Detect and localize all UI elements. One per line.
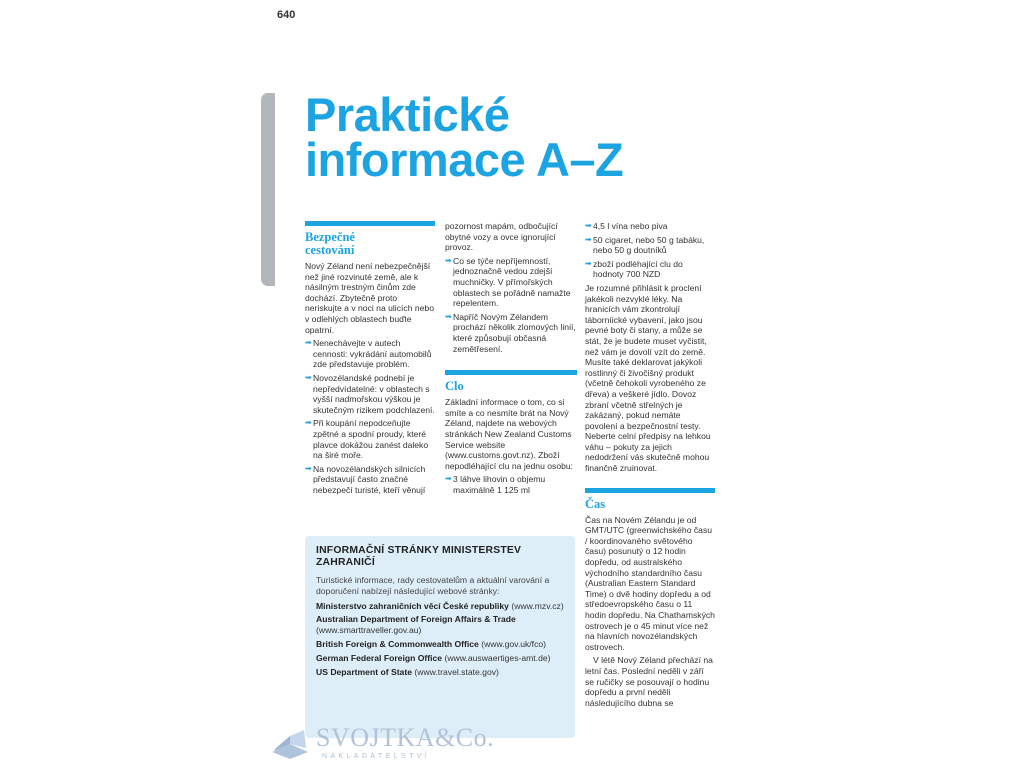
bullet-text: Na novozélandských silnicích představují často značné nebezpečí turisté, kteří věnují [313,463,426,495]
info-box-entry [316,667,564,678]
book-logo-icon [270,726,310,760]
bullet-text: Napříč Novým Zélandem prochází několik zlomových linií, které způsobují občasná zemětřesení. [453,311,576,354]
bullet-text: Nenechávejte v autech cennosti: vykrádání automobilů zde představuje problém. [313,338,432,370]
info-box-title-line-2: ZAHRANIČÍ [316,557,375,568]
time-paragraph-2: V létě Nový Zéland přechází na letní čas. Poslední neděli v září se ručičky se posouvají o hodinu dopředu a první neděli následujícího dubna se [585,655,713,708]
heading-line-2: cestování [305,243,355,257]
section-heading-safety [305,231,435,257]
arrow-bullet-icon: ➡ [585,221,592,230]
entry-url: (www.gov.uk/fco) [478,638,547,649]
bullet-text: 3 láhve lihovin o objemu maximálně 1 125 ml [453,474,546,495]
bullet-item [445,312,577,354]
page-title [305,88,624,186]
column-2 [445,221,577,498]
bullet-text: zboží podléhající clu do hodnoty 700 NZD [593,258,683,280]
arrow-bullet-icon: ➡ [585,258,592,268]
entry-organization: US Department of State [316,666,412,677]
bullet-item [305,418,435,460]
bullet-text: Novozélandské podnebí je nepředvídatelné: v oblastech s vyšší nadmořskou výškou je skutečným rizikem podchlazení. [313,372,435,415]
watermark-subtitle: NAKLADATELSTVÍ [322,753,431,760]
arrow-bullet-icon: ➡ [305,463,312,473]
arrow-bullet-icon: ➡ [305,338,312,348]
arrow-bullet-icon: ➡ [305,372,312,382]
arrow-bullet-icon: ➡ [445,311,452,321]
publisher-watermark [270,722,495,768]
title-line-2: informace A–Z [305,133,624,186]
info-box-entry [316,614,564,636]
section-heading-customs: Clo [445,379,464,394]
info-box-entry [316,639,564,650]
continuation-text: pozornost mapám, odbočující obytné vozy a ovce ignorující provoz. [445,221,558,253]
bullet-text: Při koupání nepodceňujte zpětné a spodní proudy, které plavce dokážou zanést daleko na širé moře. [313,418,429,461]
title-line-1: Praktické [305,88,510,141]
bullet-item [305,338,435,370]
entry-url: (www.auswaertiges-amt.de) [442,652,551,663]
entry-url: (www.travel.state.gov) [411,666,499,677]
heading-line-1: Bezpečné [305,230,355,244]
bullet-item [445,474,577,495]
customs-paragraph: Je rozumné přihlásit k proclení jakékoli nezvyklé léky. Na hranicích vám zkontrolují táborníické vybavení, jako jsou pevné boty či stany, a může se stát, že je budete muset vyčistit, než vám je dovolí vzít do země. Musíte také deklarovat jakýkoli rostlinný či živočišný produkt (včetně čehokoli vyrobeného ze dřeva) a veškeré jídlo. Dovoz zbraní včetně střelných je zakázaný, pokud nemáte povolení a bezpečnostní testy. Neberte celní předpisy na lehkou váhu – pokuty za jejich nedodržení vás skutečně mohou finančně zruinovat. [585,282,711,474]
bullet-text: 50 cigaret, nebo 50 g tabáku, nebo 50 g doutníků [593,234,705,256]
section-bar [445,370,577,375]
info-box-entry [316,653,564,664]
page-number: 640 [277,9,296,21]
time-paragraph-1: Čas na Novém Zélandu je od GMT/UTC (greenwichského času / koordinovaného světového času) posunutý o 12 hodin dopředu, od australského východního standardního času (Australian Eastern Standard Time) o dvě hodiny dopředu a od středoevropského času o 11 hodin dopředu. Na Chathamských ostrovech je o 45 minut více než na hlavních novozélandských ostrovech. [585,514,715,652]
safety-intro: Nový Zéland není nebezpečnější než jiné rozvinuté země, ale k násilným trestným činům zde dochází. Zbytečně proto neriskujte a v noci na ulicích nebo v odlehlých oblastech buďte opatrní. [305,261,434,335]
arrow-bullet-icon: ➡ [445,474,452,484]
info-box-entry [316,601,564,612]
entry-url: (www.smarttraveller.gov.au) [316,625,422,636]
entry-organization: German Federal Foreign Office [316,652,443,663]
section-heading-time: Čas [585,496,606,511]
customs-intro: Základní informace o tom, co si smíte a co nesmíte brát na Nový Zéland, najdete na webových stránkách New Zealand Customs Service website (www.customs.govt.nz). Zboží nepodléhající clu na jednu osobu: [445,397,574,471]
entry-organization: Ministerstvo zahraničních věcí České republiky [316,600,509,611]
bullet-text: Co se týče nepříjemností, jednoznačně vedou zdejší muchničky. V přímořských oblastech se pořádně namažte repelentem. [453,255,571,309]
ministry-info-box [305,536,575,738]
entry-organization: Australian Department of Foreign Affairs & Trade [316,614,516,625]
chapter-side-tab [261,93,275,286]
info-box-intro: Turistické informace, rady cestovatelům a aktuální varování a doporučení nabízejí následující webové stránky: [316,575,550,596]
section-bar [585,488,715,493]
info-box-title-line-1: INFORMAČNÍ STRÁNKY MINISTERSTEV [316,545,522,556]
column-3 [585,221,715,711]
bullet-item [305,464,435,496]
bullet-item [585,221,715,232]
arrow-bullet-icon: ➡ [305,418,312,428]
watermark-name: SVOJTKA&Co. [316,723,495,752]
bullet-item [305,373,435,415]
bullet-item [585,235,715,256]
column-1 [305,221,435,498]
arrow-bullet-icon: ➡ [585,234,592,244]
entry-organization: British Foreign & Commonwealth Office [316,638,479,649]
info-box-title [316,545,564,569]
arrow-bullet-icon: ➡ [445,255,452,265]
section-bar [305,221,435,226]
bullet-item [445,256,577,309]
bullet-text: 4,5 l vína nebo piva [593,221,668,231]
bullet-item [585,259,715,280]
entry-url: (www.mzv.cz) [508,600,564,611]
